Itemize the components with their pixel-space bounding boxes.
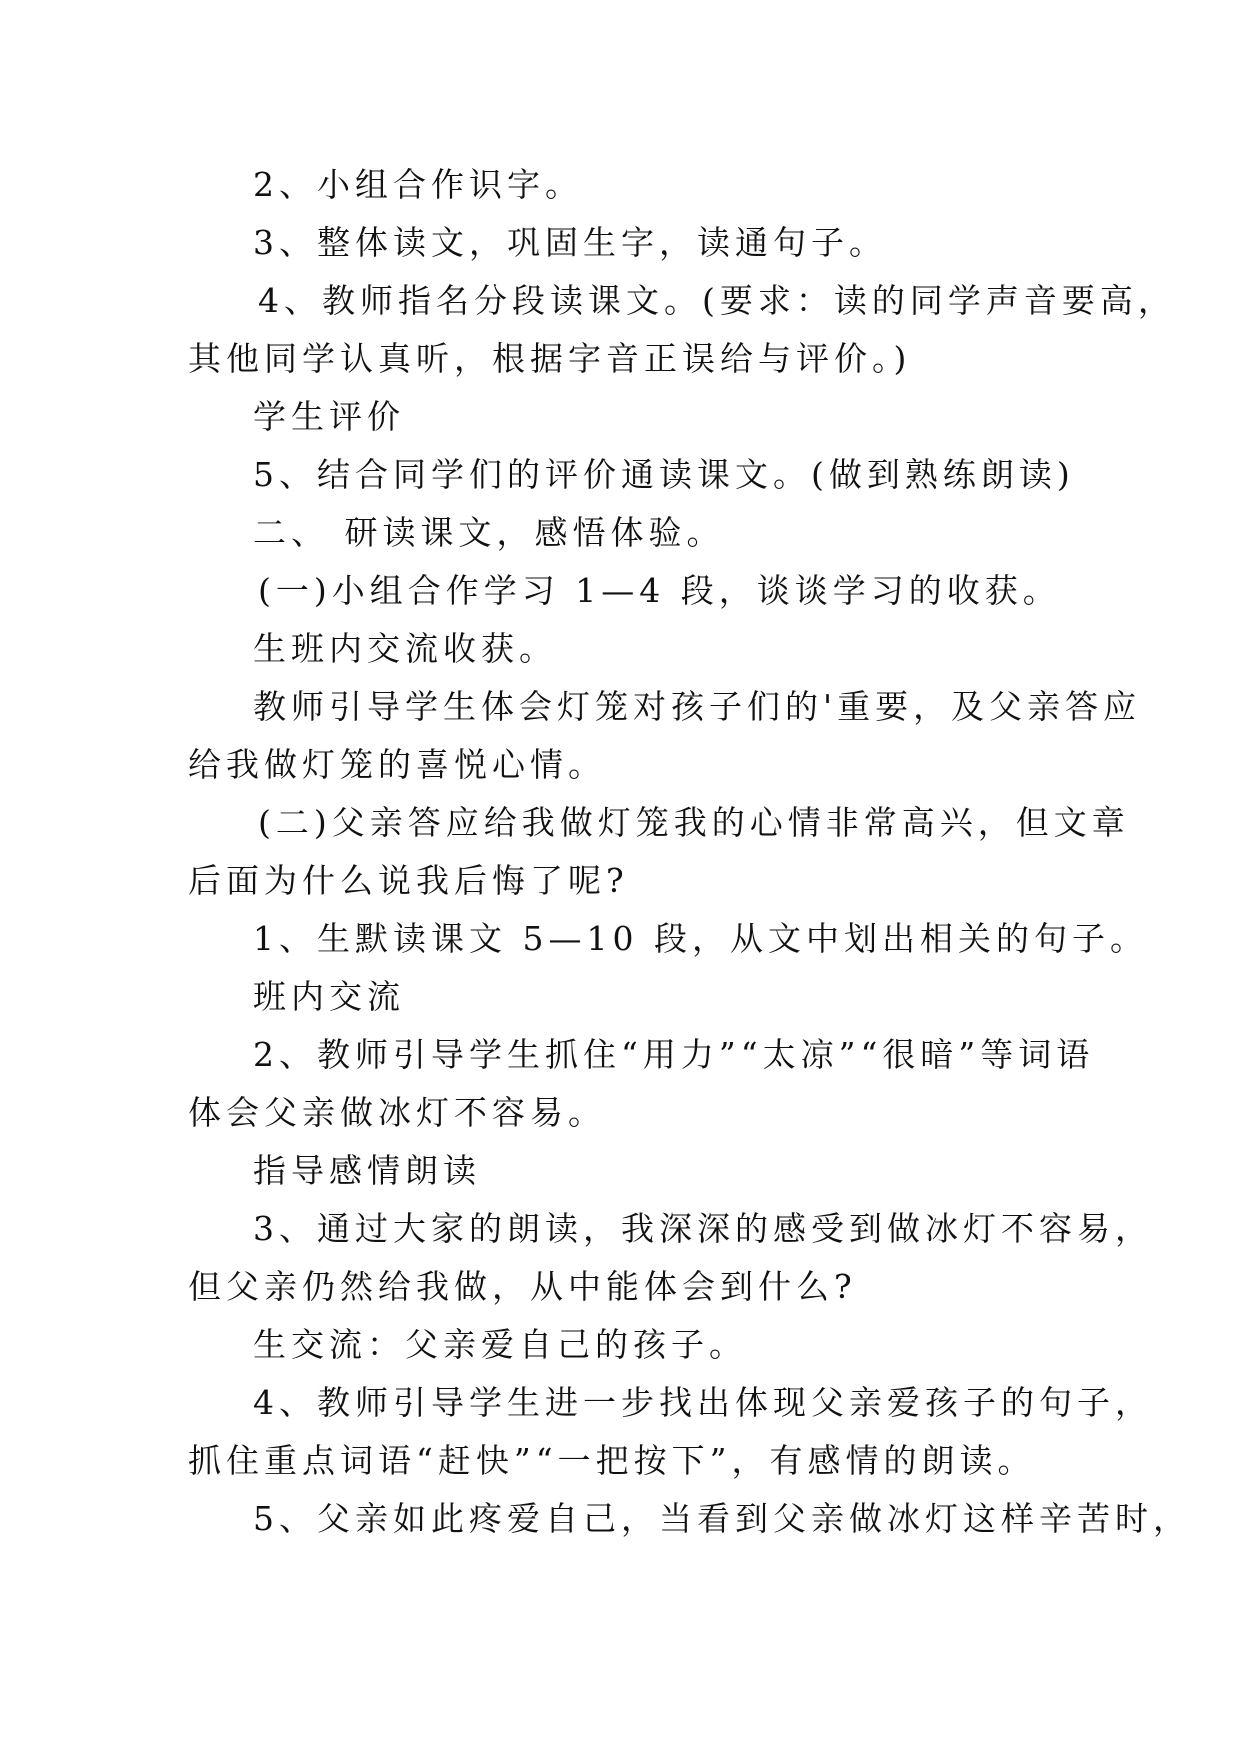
paragraph-line: 其他同学认真听，根据字音正误给与评价。): [188, 339, 912, 378]
paragraph-line: 学生评价: [253, 397, 405, 436]
paragraph-line: 体会父亲做冰灯不容易。: [188, 1093, 606, 1132]
paragraph-line: 1、生默读课文 5—10 段，从文中划出相关的句子。: [253, 919, 1148, 958]
paragraph-line: 指导感情朗读: [253, 1151, 481, 1190]
paragraph-line: 4、教师指名分段读课文。(要求：读的同学声音要高，: [258, 281, 1176, 320]
paragraph-line: (一)小组合作学习 1—4 段，谈谈学习的收获。: [258, 571, 1061, 610]
paragraph-line: 生班内交流收获。: [253, 629, 557, 668]
paragraph-line: 教师引导学生体会灯笼对孩子们的'重要，及父亲答应: [253, 687, 1142, 726]
paragraph-line: 2、教师引导学生抓住“用力”“太凉”“很暗”等词语: [253, 1035, 1095, 1074]
paragraph-line: 给我做灯笼的喜悦心情。: [188, 745, 606, 784]
paragraph-line: 后面为什么说我后悔了呢?: [188, 861, 629, 900]
paragraph-line: 生交流：父亲爱自己的孩子。: [253, 1325, 747, 1364]
paragraph-line: 5、结合同学们的评价通读课文。(做到熟练朗读): [253, 455, 1075, 494]
paragraph-line: 但父亲仍然给我做，从中能体会到什么?: [188, 1267, 857, 1306]
paragraph-line: 3、通过大家的朗读，我深深的感受到做冰灯不容易，: [253, 1209, 1153, 1248]
paragraph-line: 3、整体读文，巩固生字，读通句子。: [253, 223, 887, 262]
paragraph-line: 4、教师引导学生进一步找出体现父亲爱孩子的句子，: [253, 1383, 1153, 1422]
paragraph-line: 5、父亲如此疼爱自己，当看到父亲做冰灯这样辛苦时，: [253, 1499, 1191, 1538]
paragraph-line: (二)父亲答应给我做灯笼我的心情非常高兴，但文章: [258, 803, 1130, 842]
paragraph-line: 班内交流: [253, 977, 405, 1016]
section-heading: 二、 研读课文，感悟体验。: [253, 513, 725, 552]
paragraph-line: 2、小组合作识字。: [253, 165, 583, 204]
paragraph-line: 抓住重点词语“赶快”“一把按下”，有感情的朗读。: [188, 1441, 1036, 1480]
